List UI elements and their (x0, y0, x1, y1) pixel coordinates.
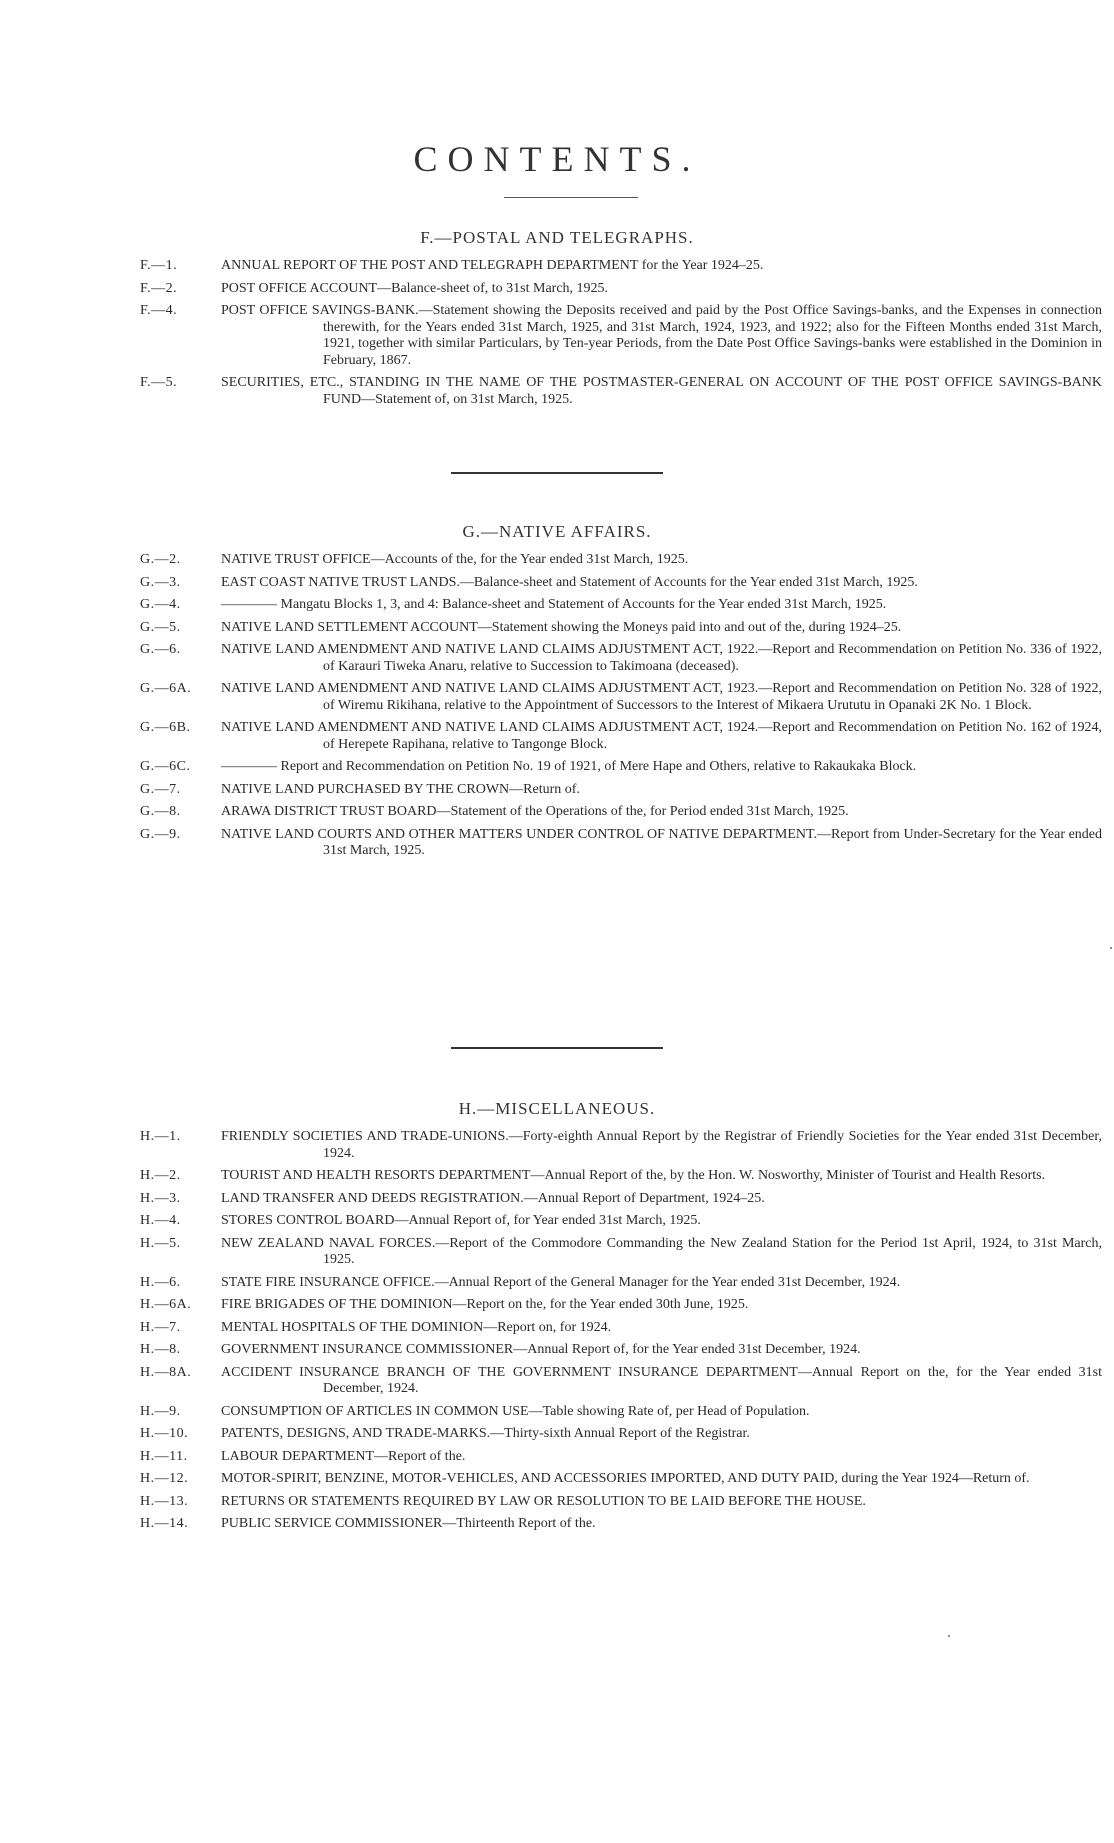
entry-text: STATE FIRE INSURANCE OFFICE.—Annual Report of the General Manager for the Year ended 31st December, 1924. (221, 1274, 901, 1290)
entry-code: G.—9. (140, 826, 181, 842)
entry-text: FRIENDLY SOCIETIES AND TRADE-UNIONS.—Forty-eighth Annual Report by the Registrar of Friendly Societies for the Year ended 31st December, 1924. (221, 1129, 1102, 1161)
contents-entry (0, 804, 1114, 821)
entry-text: ———— Report and Recommendation on Petition No. 19 of 1921, of Mere Hape and Others, relative to Rakaukaka Block. (221, 759, 917, 774)
entry-code: H.—14. (140, 1516, 189, 1531)
contents-entry (0, 1449, 1114, 1466)
contents-entry (0, 1494, 1114, 1511)
entry-text: POST OFFICE SAVINGS-BANK.—Statement showing the Deposits received and paid by the Post Office Savings-banks, and the Expenses in connection therewith, for the Years ended 31st March, 1925, and 31st March, 1924, 1923, and 1922; also for the Fifteen Months ended 31st March, 1921, together with similar Particulars, by Ten-year Periods, from the Date Post Office Savings-banks were established in the Dominion in February, 1867. (221, 303, 1102, 368)
entry-text: NATIVE LAND AMENDMENT AND NATIVE LAND CLAIMS ADJUSTMENT ACT, 1924.—Report and Recommendation on Petition No. 162 of 1924, of Herepete Rapihana, relative to Tangonge Block. (221, 720, 1102, 752)
entry-text: LAND TRANSFER AND DEEDS REGISTRATION.—Annual Report of Department, 1924–25. (221, 1190, 765, 1206)
entry-code: H.—9. (140, 1403, 181, 1419)
entry-code: G.—6B. (140, 720, 191, 735)
entry-code: H.—5. (140, 1235, 181, 1251)
entry-text: NATIVE LAND AMENDMENT AND NATIVE LAND CLAIMS ADJUSTMENT ACT, 1923.—Report and Recommendation on Petition No. 328 of 1922, of Wiremu Rikihana, relative to the Appointment of Successors to the Interest of Mikaera Urututu in Opanaki 2K No. 1 Block. (221, 681, 1102, 713)
entry-text: NATIVE LAND PURCHASED BY THE CROWN—Return of. (221, 781, 580, 797)
entry-code: G.—6A. (140, 681, 192, 696)
contents-entry (0, 782, 1114, 799)
entry-code: H.—13. (140, 1493, 189, 1509)
section-heading: H.—MISCELLANEOUS. (458, 1099, 656, 1118)
contents-entry (0, 681, 1114, 714)
entry-text: MOTOR-SPIRIT, BENZINE, MOTOR-VEHICLES, AND ACCESSORIES IMPORTED, AND DUTY PAID, during the Year 1924—Return of. (221, 1471, 1030, 1486)
entry-text: NATIVE LAND COURTS AND OTHER MATTERS UNDER CONTROL OF NATIVE DEPARTMENT.—Report from Under-Secretary for the Year ended 31st March, 1925. (221, 826, 1102, 858)
contents-entry (0, 1275, 1114, 1292)
entry-code: F.—5. (140, 375, 178, 390)
entry-text: STORES CONTROL BOARD—Annual Report of, for Year ended 31st March, 1925. (221, 1213, 701, 1228)
entry-text: NATIVE LAND SETTLEMENT ACCOUNT—Statement showing the Moneys paid into and out of the, during 1924–25. (221, 619, 902, 635)
entry-code: F.—4. (140, 303, 178, 318)
entry-text: ARAWA DISTRICT TRUST BOARD—Statement of the Operations of the, for Period ended 31st March, 1925. (221, 804, 849, 819)
contents-entry (0, 1297, 1114, 1314)
entry-text: MENTAL HOSPITALS OF THE DOMINION—Report on, for 1924. (221, 1319, 612, 1335)
contents-entry (0, 1342, 1114, 1359)
entry-text: POST OFFICE ACCOUNT—Balance-sheet of, to 31st March, 1925. (221, 280, 609, 296)
entry-text: NATIVE LAND AMENDMENT AND NATIVE LAND CLAIMS ADJUSTMENT ACT, 1922.—Report and Recommendation on Petition No. 336 of 1922, of Karauri Tiweka Anaru, relative to Succession to Takimoana (deceased). (221, 642, 1102, 674)
entry-text: PATENTS, DESIGNS, AND TRADE-MARKS.—Thirty-sixth Annual Report of the Registrar. (221, 1426, 750, 1441)
contents-entry (0, 552, 1114, 569)
entry-text: EAST COAST NATIVE TRUST LANDS.—Balance-sheet and Statement of Accounts for the Year ended 31st March, 1925. (221, 574, 918, 590)
entry-text: NEW ZEALAND NAVAL FORCES.—Report of the Commodore Commanding the New Zealand Station for the Period 1st April, 1924, to 31st March, 1925. (221, 1235, 1102, 1267)
entry-code: H.—3. (140, 1190, 181, 1206)
entry-code: H.—8A. (140, 1364, 192, 1380)
section-native-affairs (0, 520, 1114, 866)
entry-code: G.—6C. (140, 759, 191, 774)
contents-entry (0, 1404, 1114, 1421)
entry-text: CONSUMPTION OF ARTICLES IN COMMON USE—Table showing Rate of, per Head of Population. (221, 1403, 810, 1419)
entry-code: H.—10. (140, 1426, 189, 1441)
entry-code: G.—7. (140, 781, 181, 797)
contents-entry (0, 759, 1114, 776)
page-title: CONTENTS. (413, 139, 701, 179)
contents-entry (0, 1168, 1114, 1185)
contents-entry (0, 1236, 1114, 1269)
contents-entry (0, 375, 1114, 408)
contents-entry (0, 575, 1114, 592)
contents-entry (0, 642, 1114, 675)
entry-code: F.—1. (140, 258, 178, 273)
scan-speck (948, 1635, 950, 1637)
contents-entry (0, 597, 1114, 614)
title-rule (504, 197, 638, 198)
contents-entry (0, 1516, 1114, 1533)
entry-code: H.—11. (140, 1448, 188, 1464)
contents-entry (0, 303, 1114, 369)
entry-code: G.—4. (140, 597, 181, 612)
section-divider (451, 472, 663, 474)
entry-code: H.—4. (140, 1213, 181, 1228)
entry-code: G.—2. (140, 552, 181, 567)
entry-text: ———— Mangatu Blocks 1, 3, and 4: Balance-sheet and Statement of Accounts for the Year ended 31st March, 1925. (221, 597, 887, 612)
contents-entry (0, 1471, 1114, 1488)
contents-entry (0, 1320, 1114, 1337)
entry-text: FIRE BRIGADES OF THE DOMINION—Report on the, for the Year ended 30th June, 1925. (221, 1297, 749, 1312)
entry-code: G.—5. (140, 619, 181, 635)
entry-code: H.—2. (140, 1168, 181, 1183)
entry-code: G.—3. (140, 574, 181, 590)
entry-code: H.—8. (140, 1342, 181, 1357)
entry-code: G.—6. (140, 642, 181, 657)
contents-entry (0, 1191, 1114, 1208)
entry-text: LABOUR DEPARTMENT—Report of the. (221, 1448, 466, 1464)
section-heading: F.—POSTAL AND TELEGRAPHS. (420, 228, 694, 247)
contents-entry (0, 1129, 1114, 1162)
section-miscellaneous (0, 1097, 1114, 1539)
entry-text: NATIVE TRUST OFFICE—Accounts of the, for the Year ended 31st March, 1925. (221, 552, 689, 567)
entry-text: TOURIST AND HEALTH RESORTS DEPARTMENT—Annual Report of the, by the Hon. W. Nosworthy, Minister of Tourist and Health Resorts. (221, 1168, 1046, 1183)
contents-entry (0, 1213, 1114, 1230)
entry-text: ANNUAL REPORT OF THE POST AND TELEGRAPH DEPARTMENT for the Year 1924–25. (221, 258, 764, 273)
entry-text: SECURITIES, ETC., STANDING IN THE NAME OF THE POSTMASTER-GENERAL ON ACCOUNT OF THE POST OFFICE SAVINGS-BANK FUND—Statement of, on 31st March, 1925. (221, 375, 1102, 407)
entry-code: F.—2. (140, 280, 178, 296)
contents-entry (0, 1426, 1114, 1443)
entry-text: GOVERNMENT INSURANCE COMMISSIONER—Annual Report of, for the Year ended 31st December, 1924. (221, 1342, 861, 1357)
section-heading: G.—NATIVE AFFAIRS. (462, 522, 652, 541)
contents-entry (0, 827, 1114, 860)
entry-code: G.—8. (140, 804, 181, 819)
contents-entry (0, 1365, 1114, 1398)
contents-entry (0, 258, 1114, 275)
contents-entry (0, 281, 1114, 298)
contents-entry (0, 720, 1114, 753)
section-divider (451, 1047, 663, 1049)
entry-code: H.—7. (140, 1319, 181, 1335)
contents-entry (0, 620, 1114, 637)
entry-code: H.—12. (140, 1471, 189, 1486)
entry-code: H.—1. (140, 1129, 181, 1144)
scan-speck (1110, 947, 1112, 949)
entry-code: H.—6. (140, 1274, 181, 1290)
entry-text: RETURNS OR STATEMENTS REQUIRED BY LAW OR RESOLUTION TO BE LAID BEFORE THE HOUSE. (221, 1493, 866, 1509)
entry-text: PUBLIC SERVICE COMMISSIONER—Thirteenth Report of the. (221, 1516, 596, 1531)
entry-code: H.—6A. (140, 1297, 192, 1312)
section-postal-telegraphs (0, 226, 1114, 414)
entry-text: ACCIDENT INSURANCE BRANCH OF THE GOVERNMENT INSURANCE DEPARTMENT—Annual Report on the, for the Year ended 31st December, 1924. (221, 1364, 1102, 1396)
